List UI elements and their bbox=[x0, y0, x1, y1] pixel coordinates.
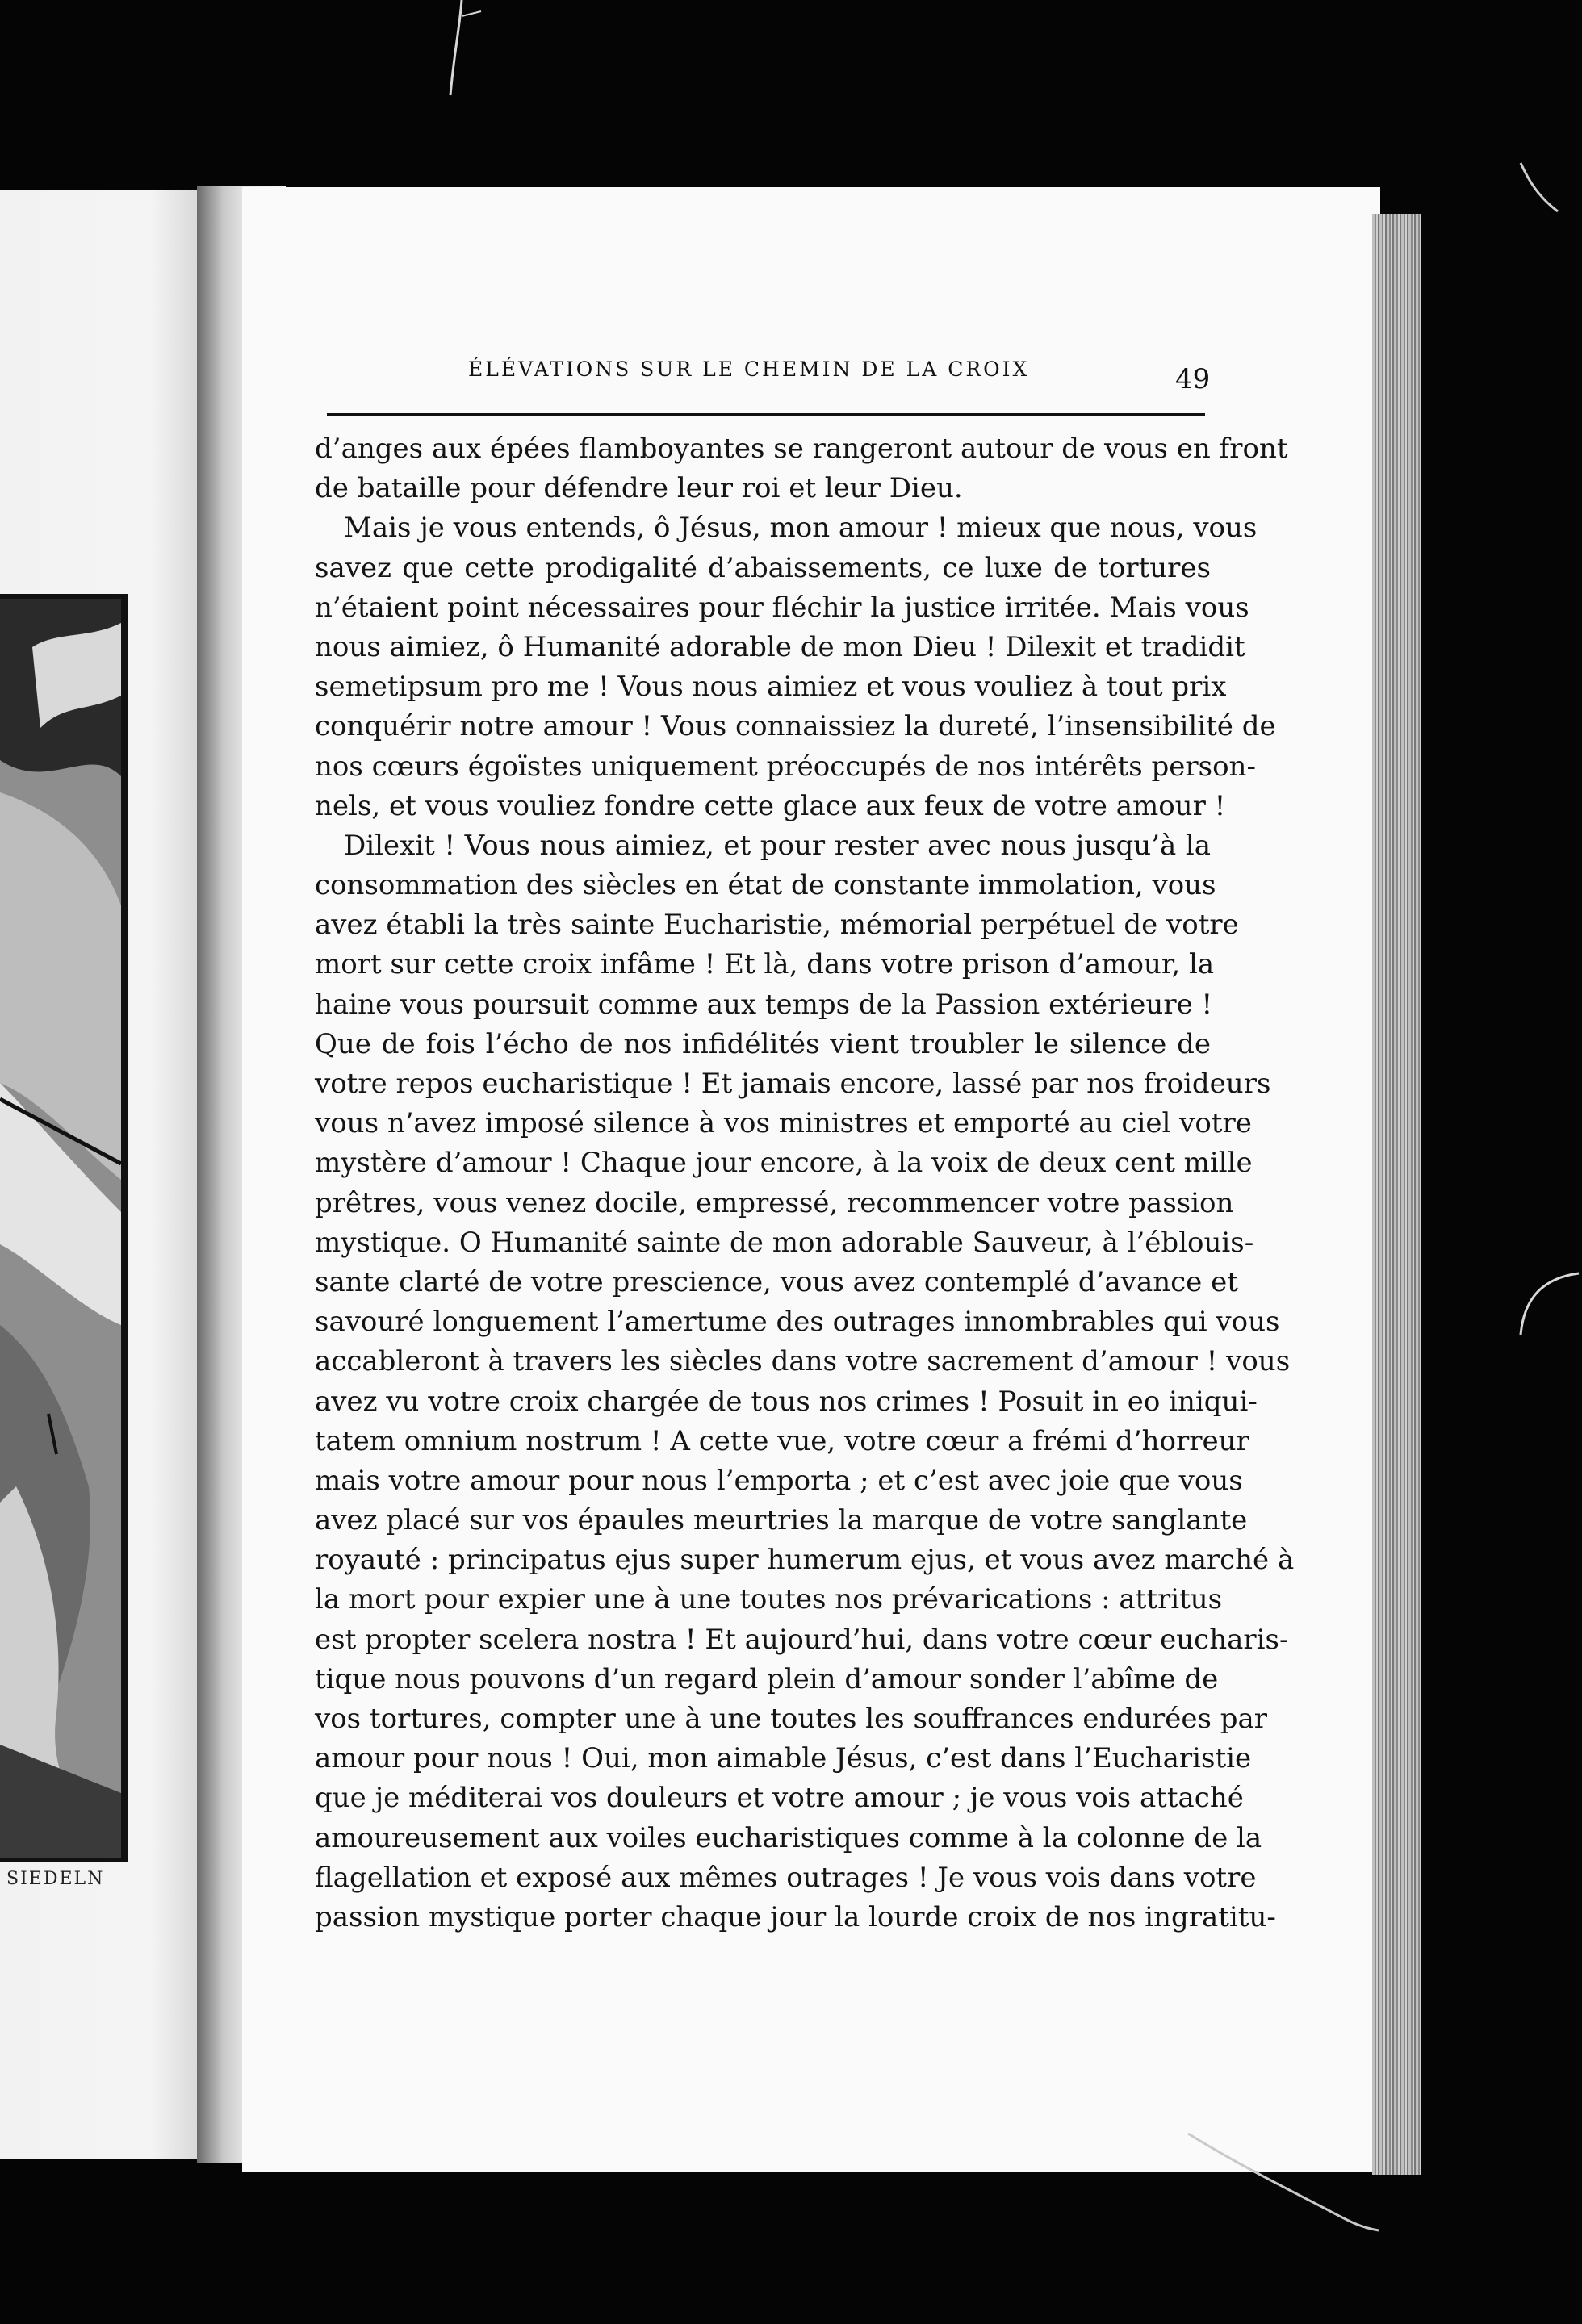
text-line: vos tortures, compter une à une toutes les souffrances endurées par bbox=[315, 1703, 1268, 1735]
text-line: flagellation et exposé aux mêmes outrages ! Je vous vois dans votre bbox=[315, 1861, 1257, 1894]
engraving-illustration bbox=[0, 594, 128, 1862]
text-line: d’anges aux épées flamboyantes se rangeront autour de vous en front bbox=[315, 433, 1288, 465]
text-line: Que de fois l’écho de nos infidélités vient troubler le silence de bbox=[315, 1027, 1211, 1060]
text-line: n’étaient point nécessaires pour fléchir la justice irritée. Mais vous bbox=[315, 591, 1249, 624]
text-line: mort sur cette croix infâme ! Et là, dans votre prison d’amour, la bbox=[315, 948, 1215, 981]
text-line: savez que cette prodigalité d’abaissements, ce luxe de tortures bbox=[315, 551, 1211, 584]
text-line: consommation des siècles en état de constante immolation, vous bbox=[315, 869, 1216, 902]
page-edges bbox=[1372, 214, 1421, 2175]
body-text bbox=[315, 429, 1295, 1937]
text-line: conquérir notre amour ! Vous connaissiez la dureté, l’insensibilité de bbox=[315, 710, 1276, 743]
text-line: avez établi la très sainte Eucharistie, mémorial perpétuel de votre bbox=[315, 909, 1239, 942]
text-line: mystique. O Humanité sainte de mon adorable Sauveur, à l’éblouis- bbox=[315, 1226, 1254, 1259]
text-line: que je méditerai vos douleurs et votre amour ; je vous vois attaché bbox=[315, 1782, 1244, 1815]
header-rule bbox=[327, 413, 1205, 416]
text-line: Dilexit ! Vous nous aimiez, et pour rester avec nous jusqu’à la bbox=[344, 829, 1211, 862]
text-line: vous n’avez imposé silence à vos ministres et emporté au ciel votre bbox=[315, 1107, 1252, 1140]
text-line: amoureusement aux voiles eucharistiques comme à la colonne de la bbox=[315, 1821, 1262, 1854]
text-line: nels, et vous vouliez fondre cette glace aux feux de votre amour ! bbox=[315, 789, 1226, 822]
text-line: passion mystique porter chaque jour la lourde croix de nos ingratitu- bbox=[315, 1900, 1276, 1933]
text-line: royauté : principatus ejus super humerum ejus, et vous avez marché à bbox=[315, 1544, 1295, 1577]
text-line: tatem omnium nostrum ! A cette vue, votre cœur a frémi d’horreur bbox=[315, 1424, 1249, 1457]
illustration-caption: SIEDELN bbox=[6, 1869, 105, 1889]
text-line: nos cœurs égoïstes uniquement préoccupés de nos intérêts person- bbox=[315, 750, 1256, 783]
text-line: Mais je vous entends, ô Jésus, mon amour ! mieux que nous, vous bbox=[344, 512, 1258, 545]
text-line: mystère d’amour ! Chaque jour encore, à la voix de deux cent mille bbox=[315, 1147, 1253, 1180]
film-scratch bbox=[1517, 1267, 1582, 1340]
text-line: avez placé sur vos épaules meurtries la marque de votre sanglante bbox=[315, 1504, 1248, 1537]
text-line: mais votre amour pour nous l’emporta ; et c’est avec joie que vous bbox=[315, 1464, 1243, 1497]
text-line: de bataille pour défendre leur roi et leur Dieu. bbox=[315, 472, 963, 505]
text-line: accableront à travers les siècles dans votre sacrement d’amour ! vous bbox=[315, 1345, 1291, 1378]
text-line: nous aimiez, ô Humanité adorable de mon Dieu ! Dilexit et tradidit bbox=[315, 630, 1245, 663]
film-scratch bbox=[436, 0, 484, 97]
text-line: est propter scelera nostra ! Et aujourd’hui, dans votre cœur eucharis- bbox=[315, 1623, 1289, 1656]
running-head: ÉLÉVATIONS SUR LE CHEMIN DE LA CROIX bbox=[468, 357, 1030, 381]
left-page bbox=[0, 190, 216, 2159]
text-line: la mort pour expier une à une toutes nos prévarications : attritus bbox=[315, 1583, 1223, 1616]
film-scratch bbox=[1186, 2130, 1380, 2235]
text-line: haine vous poursuit comme aux temps de la Passion extérieure ! bbox=[315, 988, 1213, 1021]
text-line: prêtres, vous venez docile, empressé, recommencer votre passion bbox=[315, 1186, 1234, 1219]
text-line: savouré longuement l’amertume des outrages innombrables qui vous bbox=[315, 1306, 1280, 1339]
engraving-figure-art bbox=[0, 599, 121, 1858]
text-line: amour pour nous ! Oui, mon aimable Jésus, c’est dans l’Eucharistie bbox=[315, 1742, 1252, 1775]
text-line: semetipsum pro me ! Vous nous aimiez et vous vouliez à tout prix bbox=[315, 671, 1227, 704]
film-scratch bbox=[1517, 161, 1566, 218]
text-line: avez vu votre croix chargée de tous nos crimes ! Posuit in eo iniqui- bbox=[315, 1385, 1258, 1418]
text-line: tique nous pouvons d’un regard plein d’amour sonder l’abîme de bbox=[315, 1662, 1219, 1695]
text-line: sante clarté de votre prescience, vous avez contemplé d’avance et bbox=[315, 1265, 1238, 1298]
page-number: 49 bbox=[1175, 363, 1211, 395]
text-line: votre repos eucharistique ! Et jamais encore, lassé par nos froideurs bbox=[315, 1068, 1271, 1100]
